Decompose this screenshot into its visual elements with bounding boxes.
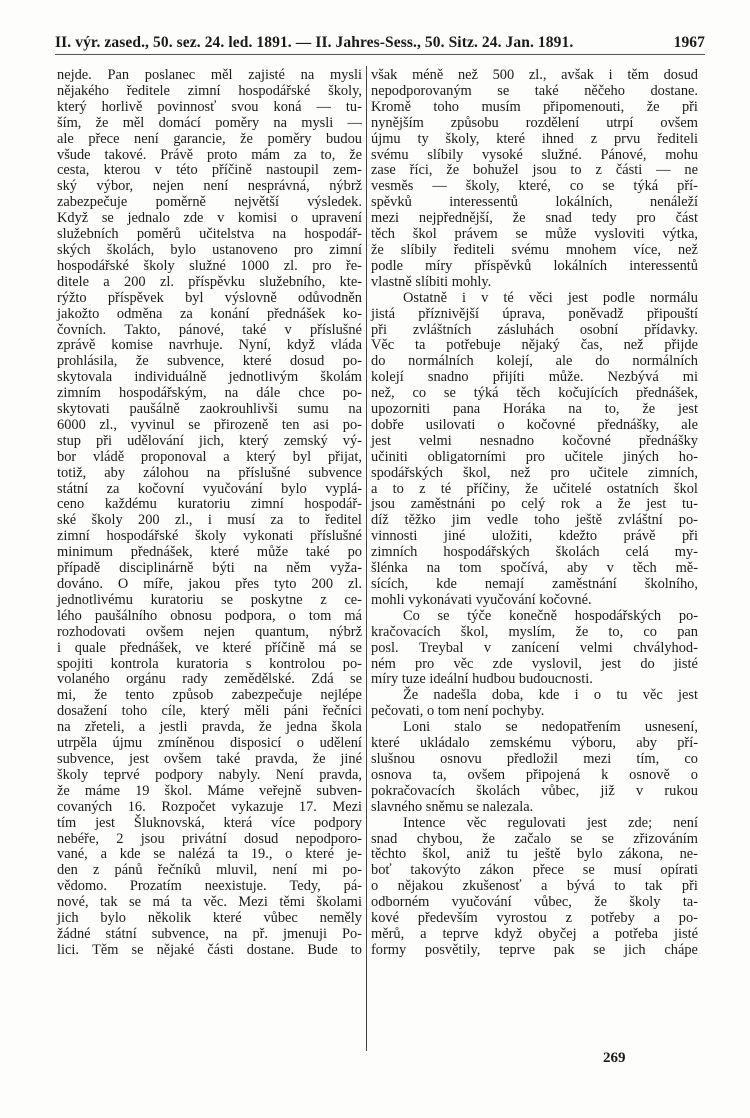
text-line: boť takovýto zákon přece se musí opírati <box>371 862 698 879</box>
text-line: ské školy 200 zl., i musí za to ředitel <box>57 512 362 529</box>
text-line: Intence věc regulovati jest zde; není <box>403 814 698 831</box>
text-line: slavného sněmu se nalezala. <box>371 798 534 815</box>
text-line: covaných 16. Rozpočet vykazuje 17. Mezi <box>57 798 362 815</box>
text-line: tím jest Šluknovská, která více podpory <box>57 814 362 831</box>
text-line: volaného orgánu rady zemědělské. Zdá se <box>57 671 362 688</box>
text-line: spodářských škol, než pro učitele zimních, <box>371 464 698 481</box>
text-line: Co se týče konečně hospodářských po- <box>403 607 698 624</box>
text-line: při zvláštních zásluhách osobní přídavky. <box>371 321 698 338</box>
text-line: nějakého ředitele zimní hospodářské školy, <box>57 82 362 99</box>
text-line: jich bylo několik které vůbec neměly <box>57 910 362 927</box>
text-line: zprávě komise navrhuje. Nyní, když vláda <box>57 337 362 354</box>
text-line: ceno každému kuratoriu zimní hospodář- <box>57 496 362 513</box>
text-line: Loni stalo se nedopatřením usnesení, <box>403 719 698 736</box>
text-line: stup při udělování jich, který zemský vý- <box>57 432 362 449</box>
text-line: zabezpečuje poměrně největší výsledek. <box>57 194 362 211</box>
text-line: zimní hospodářské školy vykonati příslušné <box>57 528 362 545</box>
text-line: jsou zaměstnáni po celý rok a že jest tu- <box>371 496 698 513</box>
text-line: 6000 zl., vyvinul se přirozeně ten asi po- <box>57 416 362 433</box>
text-line: odborném vyučování vůbec, že školy ta- <box>371 894 698 911</box>
right-column <box>371 68 698 959</box>
text-line: slušnou osnovu předložil mezi tím, co <box>371 750 698 767</box>
text-line: služebních poměrů učitelstva na hospodář- <box>57 226 362 243</box>
text-line: lého paušálního obnosu podpora, o tom má <box>57 607 362 624</box>
text-line: který horlivě povinnosť svou koná — tu- <box>57 98 362 115</box>
text-line: Ostatně i v té věci jest podle normálu <box>403 289 698 306</box>
text-line: skytovati paušálně zaokrouhlivši sumu na <box>57 401 362 418</box>
text-line: ším, že měl domácí poměry na mysli — <box>57 114 362 131</box>
text-line: jakožto odměna za konání přednášek ko- <box>57 305 362 322</box>
footer-page-number: 269 <box>603 1050 626 1066</box>
text-line: zase říci, že bohužel jsou to z části — ne <box>371 162 698 179</box>
text-line: den z pánů řečníků mluvil, není mi po- <box>57 862 362 879</box>
text-line: mezi nejpřednější, že snad tedy pro část <box>371 210 698 227</box>
text-line: a to z té příčiny, že učitelé ostatních škol <box>371 480 698 497</box>
text-line: které ukládalo zemskému výboru, aby pří- <box>371 735 698 752</box>
text-line: snad chybou, že začalo se se zřizováním <box>371 830 698 847</box>
text-line: hospodářské školy služné 1000 zl. pro ře- <box>57 257 362 274</box>
text-line: rozhodovati ovšem nejen quantum, nýbrž <box>57 623 362 640</box>
text-line: bor vládě proponoval a který byl přijat, <box>57 448 362 465</box>
text-line: skytovala individuálně jednotlivým školám <box>57 369 362 386</box>
text-line: újmu ty školy, které ihned z prvu řediteli <box>371 130 698 147</box>
text-line: na zřeteli, a jestli pravda, že jedna škola <box>57 719 362 736</box>
text-line: subvence, jest ovšem také pravda, že jiné <box>57 750 362 767</box>
text-line: díž těžko jim vedle toho ještě zvláštní po- <box>371 512 698 529</box>
text-line: mohli vykonávati vyučování kočovné. <box>371 591 592 608</box>
text-line: spěvků interessentů lokálních, nenáleží <box>371 194 698 211</box>
text-line: podle míry příspěvků lokálních interessentů <box>371 257 698 274</box>
text-line: státní za kočovní vyučování bylo vyplá- <box>57 480 362 497</box>
text-line: prohlásila, že subvence, které dosud po- <box>57 353 362 370</box>
text-line: čovních. Takto, pánové, také v příslušné <box>57 321 362 338</box>
text-line: než, co se týká těch kočujících přednášek, <box>371 385 698 402</box>
text-line: jednotlivému kuratoriu se poskytne z ce- <box>57 591 362 608</box>
text-line: však méně než 500 zl., avšak i těm dosud <box>371 67 698 83</box>
text-line: vědomo. Prozatím neexistuje. Tedy, pá- <box>57 878 362 895</box>
header-page-number: 1967 <box>673 34 705 51</box>
text-line: Kromě toho musím připomenouti, že při <box>371 98 698 115</box>
text-line: sících, kde nemají zaměstnání školního, <box>371 576 698 592</box>
text-line: jistá příznivější úprava, poněvadž připouští <box>371 305 698 322</box>
text-line: dosažení toho cíle, který měli páni řečníci <box>57 703 362 720</box>
running-header <box>55 34 705 55</box>
text-line: spojiti kontrola kuratoria s kontrolou po- <box>57 655 362 672</box>
text-line: upozorniti pana Horáka na to, že jest <box>371 401 698 418</box>
text-line: případě disciplinárně býti na něm vyža- <box>57 560 362 577</box>
text-line: těch škol právem se může vysloviti výtka, <box>371 226 698 243</box>
text-line: pokračovacích školách vůbec, již v rukou <box>371 782 698 799</box>
text-line: školy teprvé podpory nabyly. Není pravda, <box>57 766 362 783</box>
text-line: že slíbily řediteli svému mnohem více, než <box>371 241 698 258</box>
text-line: dobře usilovati o kočovné přednášky, ale <box>371 416 698 433</box>
text-line: kové především vyrostou z potřeby a po- <box>371 910 698 927</box>
text-line: míry tuze ideální hudbou budoucnosti. <box>371 671 593 688</box>
text-line: i quale přednášek, ve které příčině má se <box>57 639 362 656</box>
text-line: vané, a kde se nalézá ta 19., o které je- <box>57 846 362 863</box>
text-line: nebéře, 2 jsou privátní dosud nepodporo- <box>57 830 362 847</box>
header-title: II. výr. zased., 50. sez. 24. led. 1891. — II. Jahres-Sess., 50. Sitz. 24. Jan. 1891. <box>55 34 574 51</box>
text-line: učiniti obligatorními pro učitele jiných ho- <box>371 448 698 465</box>
text-line: rýžto příspěvek byl výslovně odůvodněn <box>57 289 362 306</box>
text-line: formy posvětily, teprve pak se jich chápe <box>371 941 698 958</box>
text-line: ský výbor, nejen není nesprávná, nýbrž <box>57 178 362 195</box>
text-line: všude takové. Právě proto mám za to, že <box>57 146 362 163</box>
text-line: měrů, a teprve když obyčej a potřeba jisté <box>371 925 698 942</box>
text-line: jest velmi nesnadno kočovné přednášky <box>371 432 698 449</box>
text-line: kračovacích škol, myslím, že to, co pan <box>371 623 698 640</box>
text-line: minimum přednášek, které může také po <box>57 544 362 561</box>
text-line: svému slíbily vysoké služné. Pánové, mohu <box>371 146 698 163</box>
text-line: ale přece není garancie, že poměry budou <box>57 130 362 147</box>
text-line: osnova ta, ovšem připojená k osnově o <box>371 766 698 783</box>
text-line: vesměs — školy, které, co se týká pří- <box>371 178 698 195</box>
text-line: do normálních kolejí, ale do normálních <box>371 353 698 370</box>
text-line: žádné státní subvence, na př. jmenuji Po- <box>57 925 362 942</box>
left-column <box>57 68 362 959</box>
text-line: utrpěla újmu zmíněnou disposicí o udělení <box>57 735 362 752</box>
text-line: šlénka na tom spočívá, aby v těch mě- <box>371 560 698 577</box>
text-line: dováno. O míře, jakou přes tyto 200 zl. <box>57 576 362 592</box>
text-line: zimním hospodářským, na dále chce po- <box>57 385 362 402</box>
text-line: vlastně slíbiti mohly. <box>371 273 492 290</box>
text-line: vinnosti jiné uložiti, kdežto právě při <box>371 528 698 545</box>
text-line: posl. Treybal v zanícení velmi chvályhod- <box>371 639 698 656</box>
text-line: nynějším způsobu rozdělení utrpí ovšem <box>371 114 698 131</box>
text-line: ditele a 200 zl. příspěvku služebního, kte- <box>57 273 362 290</box>
column-divider <box>366 66 367 1051</box>
text-line: zimních hospodářských školách celá my- <box>371 544 698 561</box>
text-line: Když se jednalo zde v komisi o upravení <box>57 210 362 227</box>
text-line: o nějakou zkušenosť a bývá to tak při <box>371 878 698 895</box>
text-line: nejde. Pan poslanec měl zajisté na mysli <box>57 67 362 83</box>
text-line: těchto škol, aniž tu ještě bylo zákona, ne- <box>371 846 698 863</box>
text-line: nové, tak se má ta věc. Mezi těmi školami <box>57 894 362 911</box>
text-line: že máme 19 škol. Máme veřejně subven- <box>57 782 362 799</box>
text-line: nepodporovaným se také něčeho dostane. <box>371 82 698 99</box>
text-line: Že nadešla doba, kde i o tu věc jest <box>403 687 698 704</box>
text-line: Věc ta potřebuje nějaký čas, než přijde <box>371 337 698 354</box>
text-line: cesta, kterou v této příčině nastoupil zem- <box>57 162 362 179</box>
text-line: lici. Těm se nějaké části dostane. Bude to <box>57 941 362 958</box>
text-line: ném pro věc zde vyslovil, jest do jisté <box>371 655 698 672</box>
text-line: totiž, aby zálohou na příslušné subvence <box>57 464 362 481</box>
text-line: pečovati, o tom není pochyby. <box>371 703 545 720</box>
text-line: ských školách, bylo ustanoveno pro zimní <box>57 241 362 258</box>
text-line: kolejí snadno přijíti může. Nezbývá mi <box>371 369 698 386</box>
text-line: mi, že tento způsob zabezpečuje nejlépe <box>57 687 362 704</box>
